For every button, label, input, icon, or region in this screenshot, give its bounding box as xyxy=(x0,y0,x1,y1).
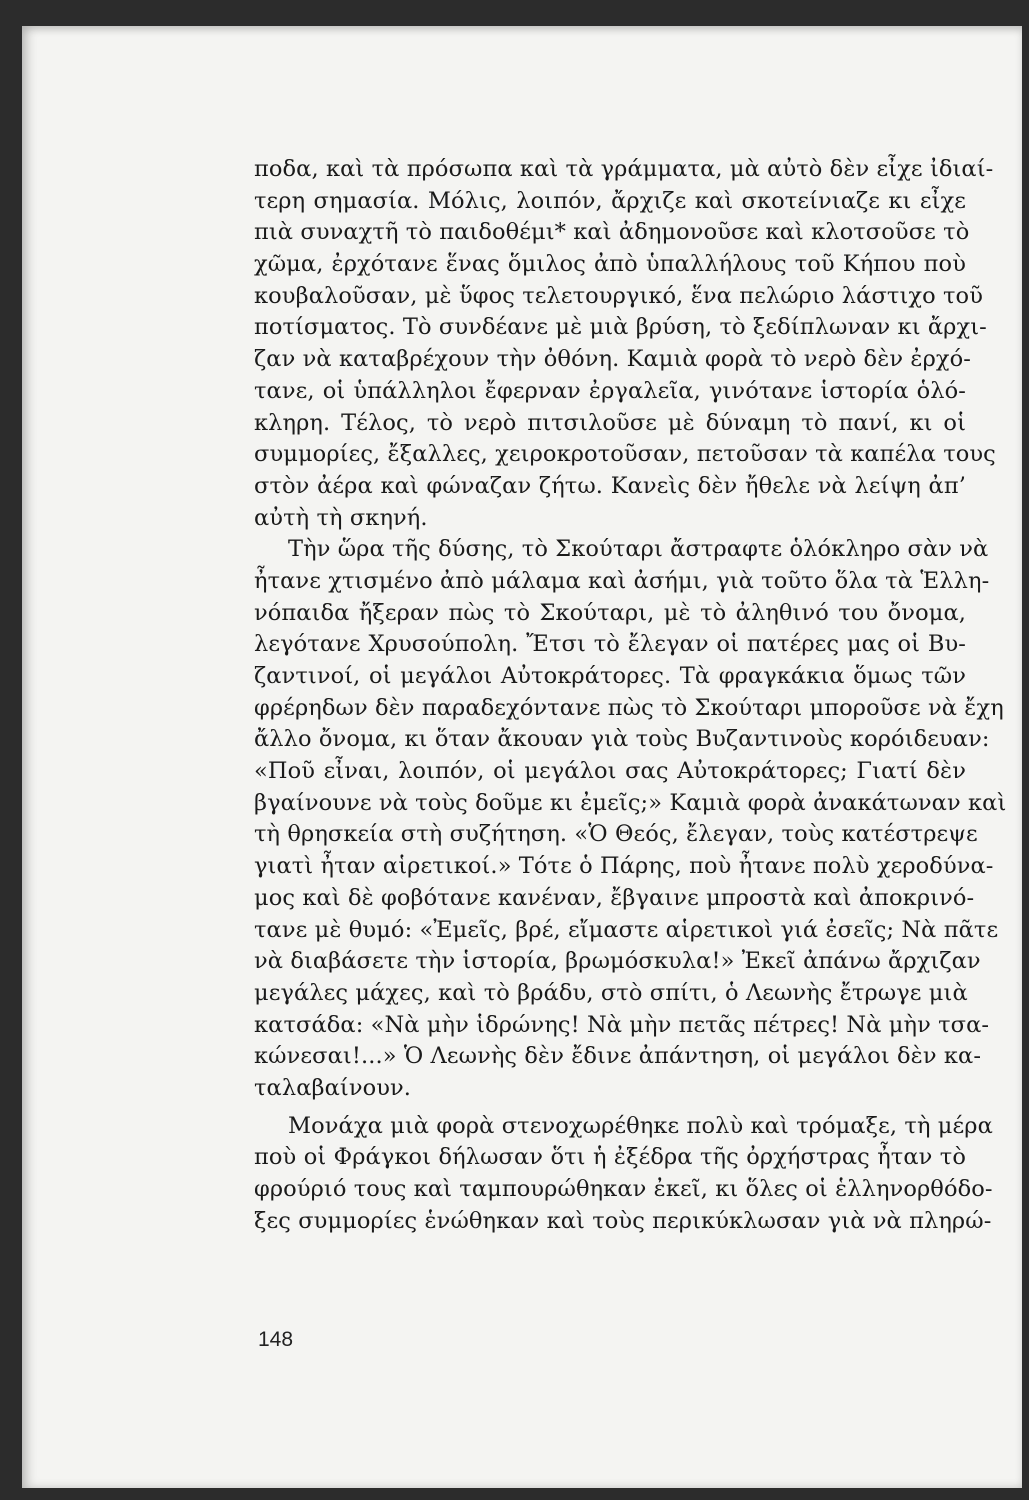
text-line: πιὰ συναχτῆ τὸ παιδοθέμι* καὶ ἀδημονοῦσε καὶ κλοτσοῦσε τὸ xyxy=(254,219,970,246)
text-line: «Ποῦ εἶναι, λοιπόν, οἱ μεγάλοι σας Αὐτοκράτορες; Γιατί δὲν xyxy=(254,758,966,785)
text-line: κληρη. Τέλος, τὸ νερὸ πιτσιλοῦσε μὲ δύναμη τὸ πανί, κι οἱ xyxy=(254,409,966,436)
text-line: ἦτανε χτισμένο ἀπὸ μάλαμα καὶ ἀσήμι, γιὰ τοῦτο ὅλα τὰ Ἑλλη- xyxy=(254,567,990,594)
text-line: τανε, οἱ ὑπάλληλοι ἔφερναν ἐργαλεῖα, γινότανε ἱστορία ὁλό- xyxy=(254,377,966,404)
text-line: συμμορίες, ἔξαλλες, χειροκροτοῦσαν, πετοῦσαν τὰ καπέλα τους xyxy=(254,441,996,468)
text-line: Μονάχα μιὰ φορὰ στενοχωρέθηκε πολὺ καὶ τρόμαξε, τὴ μέρα xyxy=(288,1112,993,1139)
text-line: λεγότανε Χρυσούπολη. Ἔτσι τὸ ἔλεγαν οἱ πατέρες μας οἱ Βυ- xyxy=(254,631,966,658)
text-line: γιατὶ ἦταν αἱρετικοί.» Τότε ὁ Πάρης, ποὺ ἦτανε πολὺ χεροδύνα- xyxy=(254,853,994,880)
text-line: νὰ διαβάσετε τὴν ἱστορία, βρωμόσκυλα!» Ἐκεῖ ἀπάνω ἄρχιζαν xyxy=(254,948,981,975)
text-line: κώνεσαι!...» Ὁ Λεωνὴς δὲν ἔδινε ἀπάντηση, οἱ μεγάλοι δὲν κα- xyxy=(254,1043,982,1070)
paragraph-3 xyxy=(254,1111,993,1238)
text-line: ζαντινοί, οἱ μεγάλοι Αὐτοκράτορες. Τὰ φραγκάκια ὅμως τῶν xyxy=(254,663,966,689)
paragraph-1 xyxy=(254,154,996,534)
text-line: ζαν νὰ καταβρέχουν τὴν ὀθόνη. Καμιὰ φορὰ τὸ νερὸ δὲν ἐρχό- xyxy=(254,346,971,373)
text-line: ποὺ οἱ Φράγκοι δήλωσαν ὅτι ἡ ἐξέδρα τῆς ὀρχήστρας ἦταν τὸ xyxy=(254,1144,966,1171)
text-line: χῶμα, ἐρχότανε ἕνας ὅμιλος ἀπὸ ὑπαλλήλους τοῦ Κήπου ποὺ xyxy=(254,251,966,278)
text-line: βγαίνουνε νὰ τοὺς δοῦμε κι ἐμεῖς;» Καμιὰ φορὰ ἀνακάτωναν καὶ xyxy=(254,789,1007,816)
page-number: 148 xyxy=(258,1328,294,1351)
text-line: ποδα, καὶ τὰ πρόσωπα καὶ τὰ γράμματα, μὰ αὐτὸ δὲν εἶχε ἰδιαί- xyxy=(254,156,994,182)
text-line: τερη σημασία. Μόλις, λοιπόν, ἄρχιζε καὶ σκοτείνιαζε κι εἶχε xyxy=(254,187,966,214)
text-line: κουβαλοῦσαν, μὲ ὕφος τελετουργικό, ἕνα πελώριο λάστιχο τοῦ xyxy=(254,282,983,309)
text-line: στὸν ἀέρα καὶ φώναζαν ζήτω. Κανεὶς δὲν ἤθελε νὰ λείψη ἀπ’ xyxy=(254,472,966,499)
text-line: τανε μὲ θυμό: «Ἐμεῖς, βρέ, εἴμαστε αἱρετικοὶ γιά ἐσεῖς; Νὰ πᾶτε xyxy=(254,916,999,943)
text-line: τὴ θρησκεία στὴ συζήτηση. «Ὁ Θεός, ἔλεγαν, τοὺς κατέστρεψε xyxy=(254,821,978,848)
text-line: φρέρηδων δὲν παραδεχόντανε πὼς τὸ Σκούταρι μποροῦσε νὰ ἔχη xyxy=(254,694,1004,721)
text-line: Τὴν ὥρα τῆς δύσης, τὸ Σκούταρι ἄστραφτε ὁλόκληρο σὰν νὰ xyxy=(288,536,989,563)
text-line: ποτίσματος. Τὸ συνδέανε μὲ μιὰ βρύση, τὸ ξεδίπλωναν κι ἄρχι- xyxy=(254,314,987,341)
paragraph-2 xyxy=(254,534,1007,1104)
text-line: μεγάλες μάχες, καὶ τὸ βράδυ, στὸ σπίτι, ὁ Λεωνὴς ἔτρωγε μιὰ xyxy=(254,979,968,1006)
text-line: φρούριό τους καὶ ταμπουρώθηκαν ἐκεῖ, κι ὅλες οἱ ἑλληνορθόδο- xyxy=(254,1176,993,1202)
body-text xyxy=(254,154,1007,1237)
text-line: μος καὶ δὲ φοβότανε κανέναν, ἔβγαινε μπροστὰ καὶ ἀποκρινό- xyxy=(254,884,975,911)
text-line: αὐτὴ τὴ σκηνή. xyxy=(254,504,428,531)
text-line: νόπαιδα ἤξεραν πὼς τὸ Σκούταρι, μὲ τὸ ἀληθινό του ὄνομα, xyxy=(254,599,966,626)
text-line: ξες συμμορίες ἑνώθηκαν καὶ τοὺς περικύκλωσαν γιὰ νὰ πληρώ- xyxy=(254,1207,992,1234)
text-line: ταλαβαίνουν. xyxy=(254,1074,412,1101)
book-page xyxy=(22,26,1022,1488)
text-line: κατσάδα: «Νὰ μὴν ἱδρώνης! Νὰ μὴν πετᾶς πέτρες! Νὰ μὴν τσα- xyxy=(254,1011,990,1038)
text-line: ἄλλο ὄνομα, κι ὅταν ἄκουαν γιὰ τοὺς Βυζαντινοὺς κορόιδευαν: xyxy=(254,726,990,753)
